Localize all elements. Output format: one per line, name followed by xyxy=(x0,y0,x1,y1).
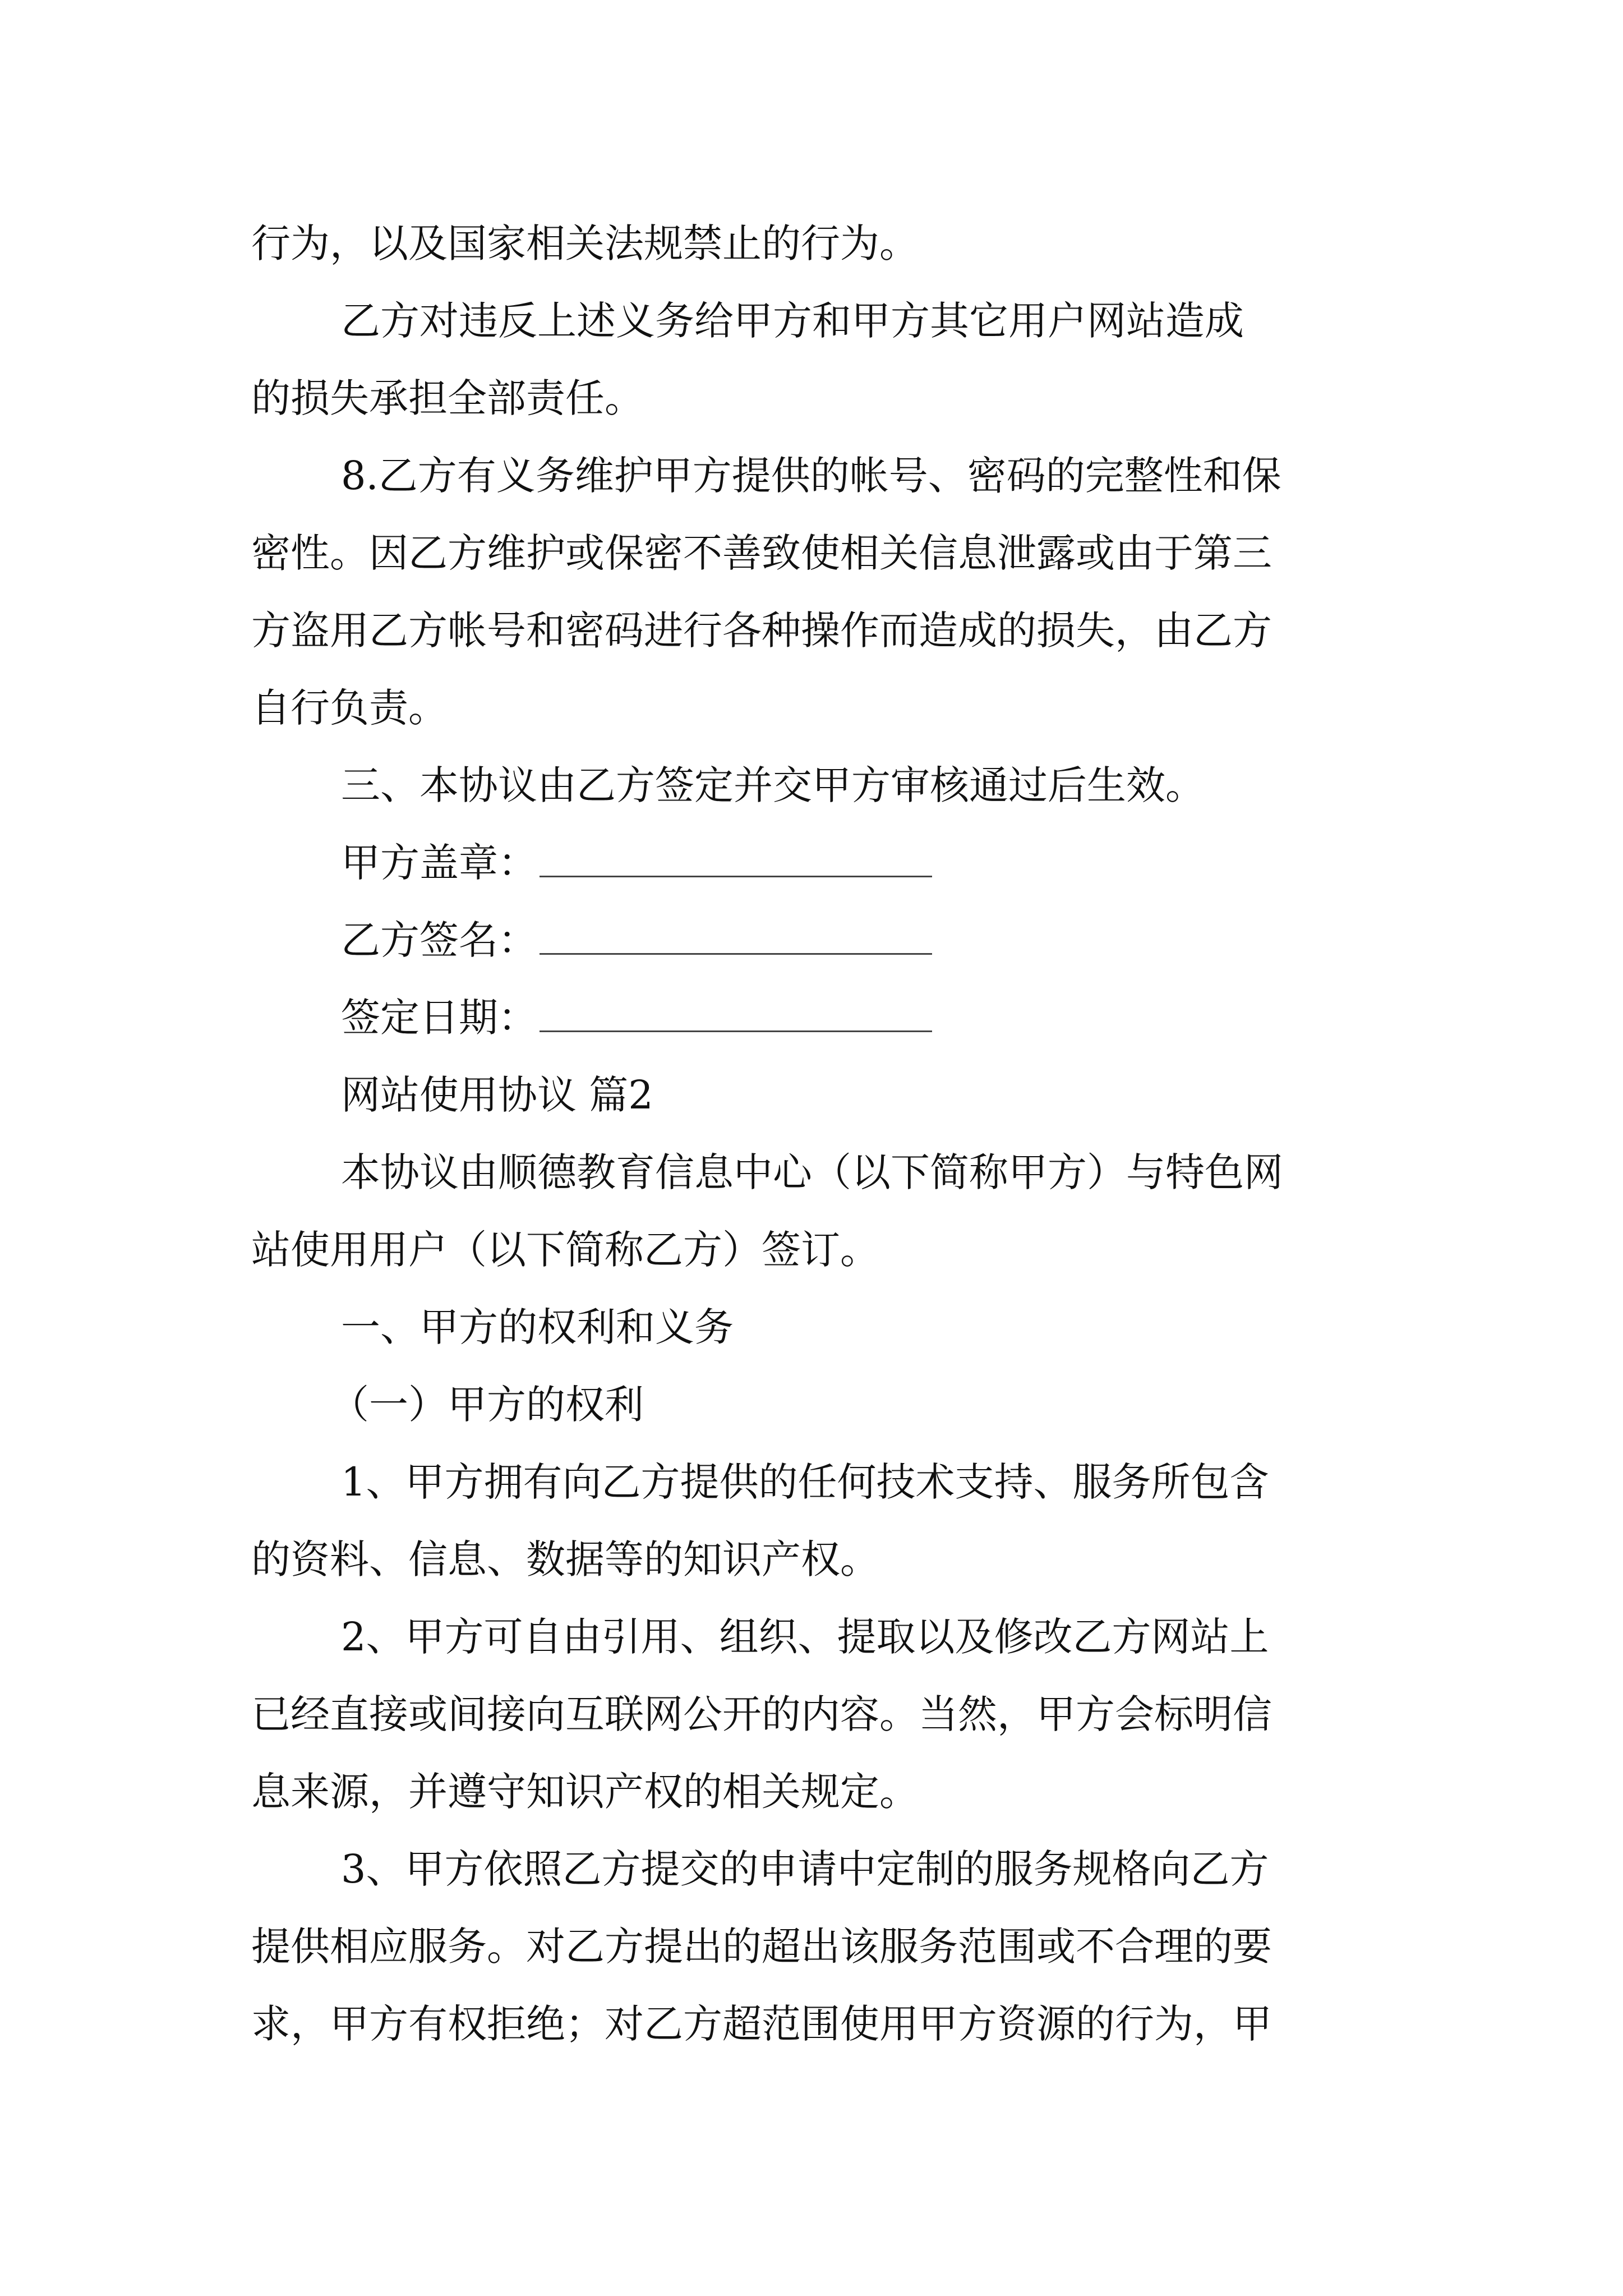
signature-row-party-a xyxy=(251,824,1393,901)
signature-blank-line xyxy=(540,926,932,955)
paragraph-line: 自行负责。 xyxy=(251,685,448,731)
section-heading: 网站使用协议 篇2 xyxy=(341,1072,653,1118)
paragraph-line: 求，甲方有权拒绝；对乙方超范围使用甲方资源的行为，甲 xyxy=(251,2001,1272,2047)
signature-row-party-b xyxy=(251,901,1393,979)
paragraph-line: 已经直接或间接向互联网公开的内容。当然，甲方会标明信 xyxy=(251,1691,1272,1737)
document-page xyxy=(251,205,1393,2063)
paragraph-line: 方盗用乙方帐号和密码进行各种操作而造成的损失，由乙方 xyxy=(251,608,1272,654)
signature-blank-line xyxy=(540,849,932,877)
paragraph-line: 三、本协议由乙方签定并交甲方审核通过后生效。 xyxy=(341,762,1205,808)
signature-blank-line xyxy=(540,1004,932,1032)
paragraph-line: 提供相应服务。对乙方提出的超出该服务范围或不合理的要 xyxy=(251,1924,1272,1970)
signature-row-date xyxy=(251,979,1393,1056)
paragraph-line: 密性。因乙方维护或保密不善致使相关信息泄露或由于第三 xyxy=(251,530,1272,576)
paragraph-line: 息来源，并遵守知识产权的相关规定。 xyxy=(251,1769,919,1815)
paragraph-line: 一、甲方的权利和义务 xyxy=(341,1304,734,1350)
paragraph-line: 站使用用户（以下简称乙方）签订。 xyxy=(251,1227,879,1273)
paragraph-line: 2、甲方可自由引用、组织、提取以及修改乙方网站上 xyxy=(341,1614,1269,1660)
signature-label: 签定日期： xyxy=(341,995,537,1041)
paragraph-line: 3、甲方依照乙方提交的申请中定制的服务规格向乙方 xyxy=(341,1846,1269,1892)
paragraph-line: 本协议由顺德教育信息中心（以下简称甲方）与特色网 xyxy=(341,1149,1283,1195)
signature-label: 甲方盖章： xyxy=(341,840,537,886)
signature-label: 乙方签名： xyxy=(341,917,537,963)
paragraph-line: （一）甲方的权利 xyxy=(330,1382,644,1428)
paragraph-line: 1、甲方拥有向乙方提供的任何技术支持、服务所包含 xyxy=(341,1459,1269,1505)
paragraph-line: 乙方对违反上述义务给甲方和甲方其它用户网站造成 xyxy=(341,298,1244,344)
paragraph-line: 行为，以及国家相关法规禁止的行为。 xyxy=(251,220,919,266)
paragraph-line: 的资料、信息、数据等的知识产权。 xyxy=(251,1536,879,1582)
paragraph-line: 的损失承担全部责任。 xyxy=(251,375,644,421)
paragraph-line: 8.乙方有义务维护甲方提供的帐号、密码的完整性和保 xyxy=(341,453,1281,499)
